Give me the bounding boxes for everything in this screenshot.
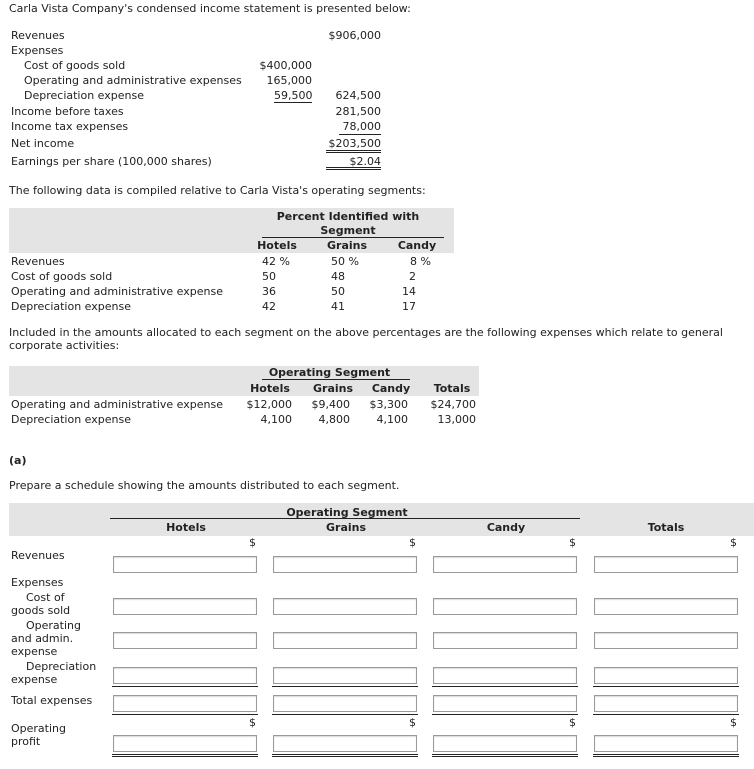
- corporate-note: Included in the amounts allocated to each segment on the above percentages are the following expenses which relate to general corporate activities:: [9, 326, 723, 352]
- dep-candy-input[interactable]: [433, 667, 577, 684]
- percent-cell: 17: [402, 300, 416, 313]
- corp-cell: 4,100: [376, 413, 408, 426]
- percent-table-header-2: Segment: [320, 224, 376, 237]
- cogs-grains-input[interactable]: [273, 598, 417, 615]
- schedule-col-hotels: Hotels: [166, 521, 206, 534]
- dep-grains-rule: [272, 686, 418, 687]
- percent-col-candy: Candy: [397, 239, 437, 252]
- is-eps-label: Earnings per share (100,000 shares): [11, 155, 212, 168]
- schedule-header-rule: [110, 518, 580, 519]
- schedule-col-candy: Candy: [486, 521, 526, 534]
- is-cogs-label: Cost of goods sold: [24, 59, 126, 72]
- profit-totals-double-rule: [593, 754, 739, 757]
- is-net-label: Net income: [11, 137, 75, 150]
- corp-col-grains: Grains: [312, 382, 354, 395]
- revenues-totals-input[interactable]: [594, 556, 738, 573]
- percent-cell: 50: [331, 285, 345, 298]
- schedule-row-cogs-label-2: goods sold: [11, 604, 71, 617]
- schedule-row-cogs-label-1: Cost of: [26, 591, 65, 604]
- percent-cell: 42: [262, 300, 276, 313]
- corp-col-totals: Totals: [433, 382, 471, 395]
- is-revenues-value: $906,000: [328, 29, 381, 42]
- currency-sign: $: [409, 536, 416, 549]
- percent-row-label: Depreciation expense: [11, 300, 131, 313]
- is-tax-label: Income tax expenses: [11, 120, 129, 133]
- profit-candy-input[interactable]: [433, 735, 577, 752]
- opadmin-candy-input[interactable]: [433, 632, 577, 649]
- corp-cell: $24,700: [430, 398, 476, 411]
- is-opadmin-label: Operating and administrative expenses: [24, 74, 242, 87]
- currency-sign: $: [569, 536, 576, 549]
- schedule-col-totals: Totals: [647, 521, 685, 534]
- dep-totals-input[interactable]: [594, 667, 738, 684]
- corp-cell: 13,000: [437, 413, 476, 426]
- total-totals-rule: [593, 714, 739, 715]
- schedule-row-opadmin-label-1: Operating: [26, 619, 81, 632]
- total-totals-input[interactable]: [594, 695, 738, 712]
- percent-row-label: Cost of goods sold: [11, 270, 113, 283]
- currency-sign: $: [730, 536, 737, 549]
- dep-candy-rule: [432, 686, 578, 687]
- corp-col-candy: Candy: [371, 382, 411, 395]
- cogs-candy-input[interactable]: [433, 598, 577, 615]
- schedule-row-opadmin-label-3: expense: [11, 645, 58, 658]
- total-candy-input[interactable]: [433, 695, 577, 712]
- total-hotels-rule: [112, 714, 258, 715]
- corporate-table-header-rule: [262, 379, 410, 380]
- total-grains-rule: [272, 714, 418, 715]
- is-dep-value: 59,500: [274, 89, 313, 102]
- profit-grains-double-rule: [272, 754, 418, 757]
- opadmin-grains-input[interactable]: [273, 632, 417, 649]
- total-grains-input[interactable]: [273, 695, 417, 712]
- cogs-totals-input[interactable]: [594, 598, 738, 615]
- is-ibt-value: 281,500: [335, 105, 381, 118]
- currency-sign: $: [730, 716, 737, 729]
- profit-candy-double-rule: [432, 754, 578, 757]
- dep-totals-rule: [593, 686, 739, 687]
- percent-row-label: Revenues: [11, 255, 65, 268]
- schedule-row-profit-label-2: profit: [11, 735, 41, 748]
- intro-text: Carla Vista Company's condensed income statement is presented below:: [9, 2, 411, 15]
- is-net-double-underline: [326, 150, 381, 153]
- percent-cell: 50 %: [331, 255, 359, 268]
- schedule-row-dep-label-2: expense: [11, 673, 58, 686]
- is-cogs-value: $400,000: [259, 59, 312, 72]
- profit-grains-input[interactable]: [273, 735, 417, 752]
- percent-cell: 14: [402, 285, 416, 298]
- corp-cell: $9,400: [311, 398, 350, 411]
- currency-sign: $: [409, 716, 416, 729]
- percent-col-hotels: Hotels: [257, 239, 297, 252]
- schedule-row-opadmin-label-2: and admin.: [11, 632, 74, 645]
- is-tax-value: 78,000: [342, 120, 381, 133]
- part-label: (a): [9, 454, 27, 467]
- dep-hotels-rule: [112, 686, 258, 687]
- percent-cell: 42 %: [262, 255, 290, 268]
- profit-hotels-input[interactable]: [113, 735, 257, 752]
- profit-hotels-double-rule: [112, 754, 258, 757]
- corp-cell: 4,100: [260, 413, 292, 426]
- corp-row-label: Operating and administrative expense: [11, 398, 223, 411]
- percent-cell: 50: [262, 270, 276, 283]
- corp-col-hotels: Hotels: [250, 382, 290, 395]
- schedule-col-grains: Grains: [325, 521, 367, 534]
- cogs-hotels-input[interactable]: [113, 598, 257, 615]
- corp-row-label: Depreciation expense: [11, 413, 131, 426]
- percent-cell: 36: [262, 285, 276, 298]
- is-eps-double-underline: [326, 167, 381, 170]
- percent-table-header-rule: [262, 237, 444, 238]
- segments-intro: The following data is compiled relative to Carla Vista's operating segments:: [9, 184, 426, 197]
- revenues-candy-input[interactable]: [433, 556, 577, 573]
- schedule-row-profit-label-1: Operating: [11, 722, 66, 735]
- is-eps-value: $2.04: [349, 155, 381, 168]
- corporate-table-header: Operating Segment: [268, 366, 391, 379]
- corp-cell: 4,800: [318, 413, 350, 426]
- percent-row-label: Operating and administrative expense: [11, 285, 223, 298]
- currency-sign: $: [249, 536, 256, 549]
- dep-hotels-input[interactable]: [113, 667, 257, 684]
- profit-totals-input[interactable]: [594, 735, 738, 752]
- percent-cell: 48: [331, 270, 345, 283]
- is-revenues-label: Revenues: [11, 29, 65, 42]
- currency-sign: $: [249, 716, 256, 729]
- corp-cell: $12,000: [246, 398, 292, 411]
- percent-cell: 8 %: [410, 255, 431, 268]
- is-ibt-label: Income before taxes: [11, 105, 124, 118]
- dep-grains-input[interactable]: [273, 667, 417, 684]
- is-total-expenses-value: 624,500: [335, 89, 381, 102]
- is-opadmin-value: 165,000: [266, 74, 312, 87]
- percent-cell: 41: [331, 300, 345, 313]
- schedule-row-revenues-label: Revenues: [11, 549, 65, 562]
- corp-cell: $3,300: [369, 398, 408, 411]
- total-candy-rule: [432, 714, 578, 715]
- percent-table-header-1: Percent Identified with: [276, 210, 420, 223]
- schedule-row-total-label: Total expenses: [11, 694, 93, 707]
- is-dep-label: Depreciation expense: [24, 89, 144, 102]
- is-tax-underline: [339, 134, 381, 135]
- instruction-text: Prepare a schedule showing the amounts distributed to each segment.: [9, 479, 400, 492]
- opadmin-totals-input[interactable]: [594, 632, 738, 649]
- schedule-row-expenses-label: Expenses: [11, 576, 64, 589]
- revenues-grains-input[interactable]: [273, 556, 417, 573]
- schedule-header: Operating Segment: [286, 506, 408, 519]
- revenues-hotels-input[interactable]: [113, 556, 257, 573]
- percent-cell: 2: [409, 270, 416, 283]
- is-net-value: $203,500: [328, 137, 381, 150]
- opadmin-hotels-input[interactable]: [113, 632, 257, 649]
- is-expenses-label: Expenses: [11, 44, 64, 57]
- schedule-row-dep-label-1: Depreciation: [26, 660, 97, 673]
- total-hotels-input[interactable]: [113, 695, 257, 712]
- percent-col-grains: Grains: [326, 239, 368, 252]
- currency-sign: $: [569, 716, 576, 729]
